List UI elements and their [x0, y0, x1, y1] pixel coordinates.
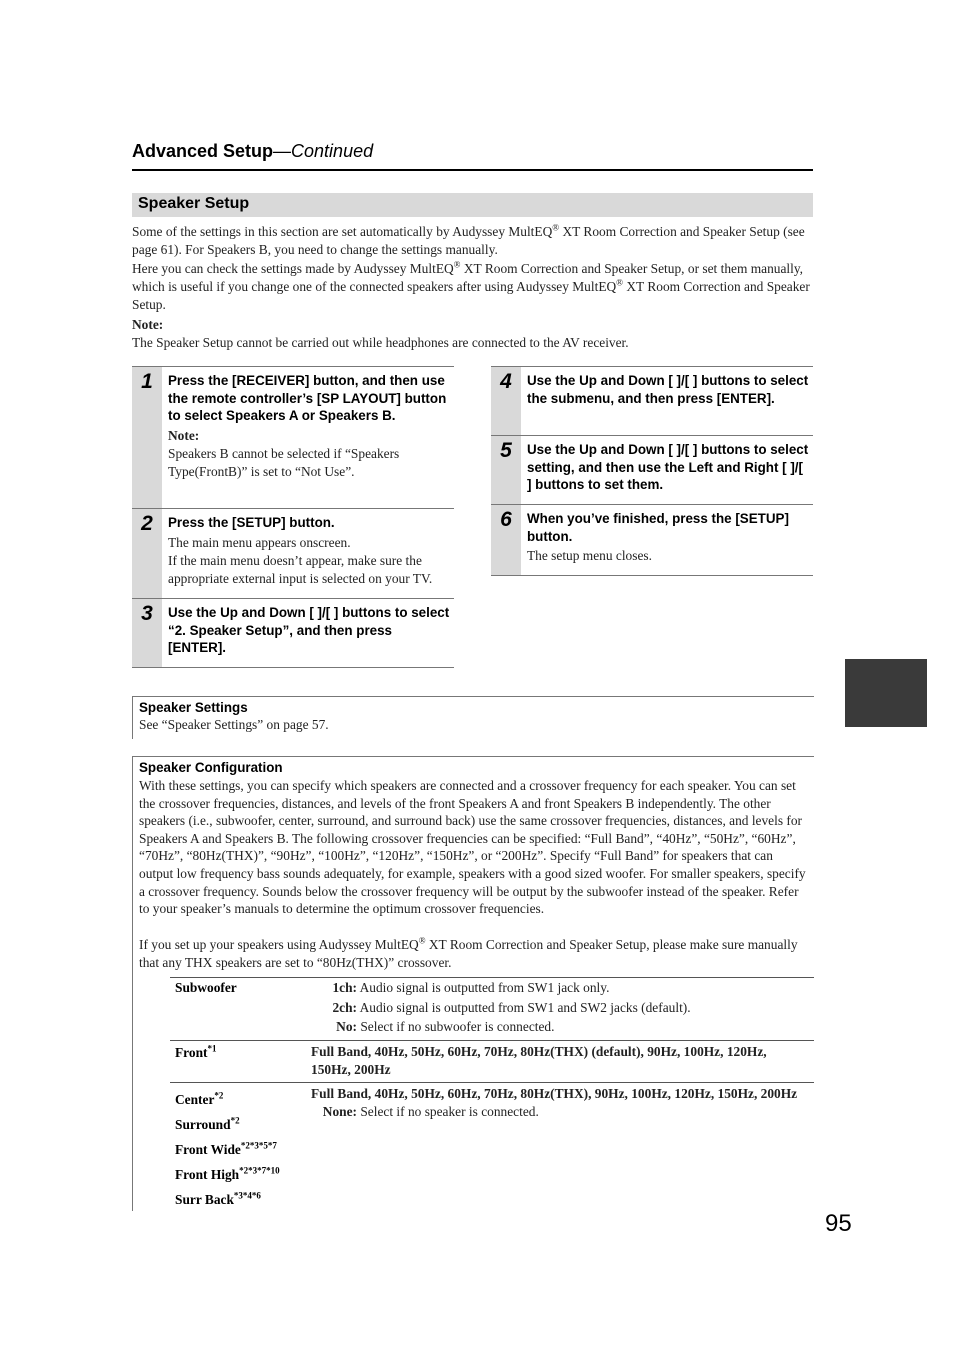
intro-p2-a: Here you can check the settings made by Audyssey MultEQ	[132, 261, 454, 276]
step-instruction: Use the Up and Down [ ]/[ ] buttons to select “2. Speaker Setup”, and then press [ENTER].	[168, 605, 450, 656]
registered-mark: ®	[616, 277, 624, 288]
footnote-mark: *1	[207, 1043, 217, 1054]
page-number: 95	[825, 1210, 852, 1237]
label-text: Front Wide	[175, 1142, 241, 1157]
step-instruction: Use the Up and Down [ ]/[ ] buttons to select the submenu, and then press [ENTER].	[527, 373, 809, 406]
step-instruction: Use the Up and Down [ ]/[ ] buttons to select setting, and then use the Left and Right [ ]/[ ] buttons to set them.	[527, 442, 809, 493]
step-body	[168, 604, 452, 657]
thx-note-b: XT Room Correction and Speaker Setup, please make sure manually that any THX speakers are set to “80Hz(THX)” crossover.	[139, 937, 798, 970]
intro-paragraph-2	[132, 260, 815, 314]
option-desc: Select if no speaker is connected.	[360, 1104, 539, 1119]
group-values: Full Band, 40Hz, 50Hz, 60Hz, 70Hz, 80Hz(THX), 90Hz, 100Hz, 120Hz, 150Hz, 200Hz	[311, 1086, 798, 1101]
speaker-group-values	[311, 1085, 801, 1121]
intro-p1-a: Some of the settings in this section are set automatically by Audyssey MultEQ	[132, 224, 553, 239]
step-body	[527, 441, 811, 494]
label-text: Front High	[175, 1167, 240, 1182]
step-instruction: When you’ve finished, press the [SETUP] button.	[527, 511, 789, 544]
label-text: Center	[175, 1092, 215, 1107]
registered-mark: ®	[552, 222, 560, 233]
option-key: None:	[322, 1104, 357, 1119]
subwoofer-option	[311, 1018, 811, 1036]
chapter-tab	[845, 659, 927, 727]
front-label-text: Front	[175, 1045, 208, 1060]
step-instruction: Press the [RECEIVER] button, and then use the remote controller’s [SP LAYOUT] button to select Speakers A or Speakers B.	[168, 373, 447, 424]
surr-back-label	[175, 1187, 305, 1212]
label-text: Surr Back	[175, 1192, 234, 1207]
footnote-mark: *2	[214, 1090, 224, 1101]
step-5	[491, 435, 813, 505]
speaker-configuration-panel	[132, 756, 814, 1211]
speaker-configuration-title: Speaker Configuration	[139, 760, 283, 775]
option-key: 2ch:	[332, 1000, 357, 1015]
step-number: 5	[491, 436, 521, 504]
page-header	[132, 139, 813, 171]
intro-paragraph-1	[132, 223, 815, 259]
header-title-text: Advanced Setup	[132, 141, 274, 161]
speaker-settings-panel	[132, 696, 814, 739]
thx-note-a: If you set up your speakers using Audyssey MultEQ	[139, 937, 419, 952]
step-text: The main menu appears onscreen.	[168, 534, 351, 550]
footnote-mark: *2	[230, 1115, 240, 1126]
note-text: The Speaker Setup cannot be carried out while headphones are connected to the AV receiver.	[132, 335, 629, 350]
step-number: 1	[132, 367, 162, 508]
step-6	[491, 504, 813, 576]
intro-p2-c: XT Room Correction and Speaker Setup.	[132, 279, 810, 312]
step-text: If the main menu doesn’t appear, make sure the appropriate external input is selected on your TV.	[168, 552, 433, 586]
subwoofer-option	[311, 999, 811, 1017]
subwoofer-label: Subwoofer	[175, 980, 237, 995]
step-text: The setup menu closes.	[527, 548, 652, 564]
front-high-label	[175, 1162, 305, 1187]
table-rule	[170, 977, 814, 978]
option-desc: Audio signal is outputted from SW1 jack only.	[359, 980, 610, 995]
table-rule	[170, 1082, 814, 1083]
speaker-configuration-description: With these settings, you can specify which speakers are connected and a crossover frequency for each speaker. You can set the crossover frequencies, distances, and levels of the front Speakers A and front Speakers B independently. The other speakers (i.e., subwoofer, center, surround, and surround back) use the same crossover frequencies, distances, and levels for Speakers A and Speakers B. The following crossover frequencies can be specified: “Full Band”, “40Hz”, “50Hz”, “60Hz”, “70Hz”, “80Hz(THX)”, “90Hz”, “100Hz”, “120Hz”, “150Hz”, or “200Hz”. Specify “Full Band” for speakers that can output low frequency bass sounds adequately, for example, speakers with a good sized woofer. For smaller speakers, specify a crossover frequency. Sounds below the crossover frequency will be output by the subwoofer instead of the speaker. Refer to your speaker’s manuals to determine the optimum crossover frequencies.	[139, 778, 806, 917]
footnote-mark: *3*4*6	[233, 1190, 261, 1201]
speaker-settings-text: See “Speaker Settings” on page 57.	[139, 717, 329, 732]
registered-mark: ®	[418, 935, 426, 946]
speaker-settings-title: Speaker Settings	[139, 700, 248, 715]
step-3	[132, 598, 454, 668]
section-title-bar	[132, 193, 813, 217]
surround-label	[175, 1112, 305, 1137]
step-note-label: Note:	[168, 427, 200, 443]
speaker-group-labels	[175, 1087, 305, 1212]
option-desc: Audio signal is outputted from SW1 and SW2 jacks (default).	[359, 1000, 691, 1015]
label-text: Surround	[175, 1117, 231, 1132]
center-label	[175, 1087, 305, 1112]
step-number: 4	[491, 367, 521, 435]
footnote-mark: *2*3*7*10	[239, 1165, 280, 1176]
option-key: 1ch:	[332, 980, 357, 995]
step-number: 6	[491, 505, 521, 575]
subwoofer-option	[311, 979, 811, 997]
header-title	[132, 141, 373, 162]
registered-mark: ®	[453, 259, 461, 270]
step-number: 2	[132, 509, 162, 598]
step-2	[132, 508, 454, 599]
intro-p1-b: XT Room Correction and Speaker Setup (see page 61). For Speakers B, you need to change the settings manually.	[132, 224, 805, 257]
section-title: Speaker Setup	[138, 195, 250, 212]
option-key: No:	[336, 1019, 357, 1034]
step-1	[132, 366, 454, 509]
step-4	[491, 366, 813, 436]
option-desc: Select if no subwoofer is connected.	[360, 1019, 555, 1034]
footnote-mark: *2*3*5*7	[240, 1140, 277, 1151]
step-body	[527, 372, 811, 407]
header-continued: —Continued	[273, 141, 374, 161]
speaker-configuration-thx-note	[139, 936, 809, 971]
step-body	[168, 514, 452, 588]
step-number: 3	[132, 599, 162, 667]
front-wide-label	[175, 1137, 305, 1162]
step-note-text: Speakers B cannot be selected if “Speakers Type(FrontB)” is set to “Not Use”.	[168, 445, 400, 479]
intro-p2-b: XT Room Correction and Speaker Setup, or set them manually, which is useful if you change one of the connected speakers after using Audyssey MultEQ	[132, 261, 804, 294]
front-label	[175, 1045, 216, 1061]
step-body	[527, 510, 811, 565]
table-rule	[170, 1040, 814, 1041]
note-label: Note:	[132, 317, 164, 332]
front-values: Full Band, 40Hz, 50Hz, 60Hz, 70Hz, 80Hz(THX) (default), 90Hz, 100Hz, 120Hz, 150Hz, 200Hz	[311, 1044, 767, 1077]
step-instruction: Press the [SETUP] button.	[168, 515, 335, 530]
none-option	[311, 1103, 801, 1121]
step-body	[168, 372, 452, 481]
subwoofer-options	[311, 979, 811, 1036]
